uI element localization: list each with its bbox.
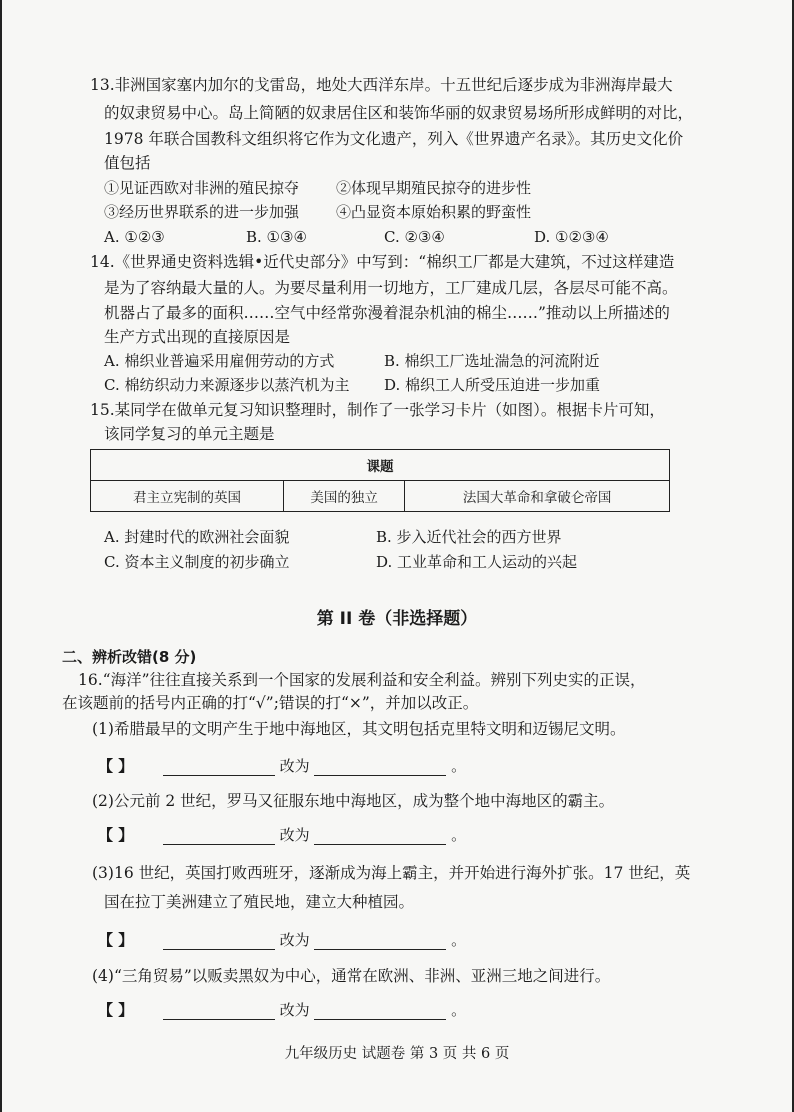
period: 。 (451, 757, 467, 775)
study-card-cell-3: 法国大革命和拿破仑帝国 (405, 481, 670, 512)
change-label: 改为 (279, 826, 310, 844)
q15-line-2: 该同学复习的单元主题是 (104, 425, 275, 443)
q16-answer-row-1 (98, 755, 466, 779)
q15-option-d: D. 工业革命和工人运动的兴起 (376, 553, 578, 571)
correction-blank[interactable] (314, 828, 446, 845)
q16-answer-row-2 (98, 824, 466, 848)
q15-line-1: 15.某同学在做单元复习知识整理时，制作了一张学习卡片（如图）。根据卡片可知， (90, 401, 665, 419)
q14-line-2: 是为了容纳最大量的人。为要尽量利用一切地方，工厂建成几层，各层尽可能不高。 (104, 279, 678, 297)
q14-option-c: C. 棉纺织动力来源逐步以蒸汽机为主 (104, 376, 350, 394)
study-card (90, 449, 670, 512)
q13-line-2: 的奴隶贸易中心。岛上简陋的奴隶居住区和装饰华丽的奴隶贸易场所形成鲜明的对比， (104, 104, 694, 122)
q16-intro-2: 在该题前的括号内正确的打“√”;错误的打“×”，并加以改正。 (62, 694, 479, 712)
change-label: 改为 (279, 1001, 310, 1019)
q16-statement-4: (4)“三角贸易”以贩卖黑奴为中心，通常在欧洲、非洲、亚洲三地之间进行。 (92, 967, 611, 985)
q13-item-4: ④凸显资本原始积累的野蛮性 (336, 203, 532, 221)
error-blank[interactable] (163, 828, 275, 845)
correction-blank[interactable] (314, 1003, 446, 1020)
judge-bracket[interactable]: 【 】 (98, 1001, 134, 1019)
part-heading: 二、辨析改错(8 分) (62, 648, 197, 666)
study-card-cell-2: 美国的独立 (284, 481, 405, 512)
scan-edge-left (0, 0, 2, 1112)
q13-item-1: ①见证西欧对非洲的殖民掠夺 (104, 179, 300, 197)
period: 。 (451, 826, 467, 844)
q13-option-c: C. ②③④ (384, 228, 445, 246)
correction-blank[interactable] (314, 933, 446, 950)
q14-option-b: B. 棉织工厂选址湍急的河流附近 (384, 352, 600, 370)
change-label: 改为 (279, 931, 310, 949)
q13-item-2: ②体现早期殖民掠夺的进步性 (336, 179, 532, 197)
q16-statement-1: (1)希腊最早的文明产生于地中海地区，其文明包括克里特文明和迈锡尼文明。 (92, 720, 626, 738)
q16-answer-row-4 (98, 999, 466, 1023)
q16-statement-3a: (3)16 世纪，英国打败西班牙，逐渐成为海上霸主，并开始进行海外扩张。17 世纪，英 (92, 864, 691, 882)
q15-option-b: B. 步入近代社会的西方世界 (376, 528, 562, 546)
q14-line-1: 14.《世界通史资料选辑•近代史部分》中写到：“棉织工厂都是大建筑，不过这样建造 (90, 253, 675, 271)
error-blank[interactable] (163, 1003, 275, 1020)
judge-bracket[interactable]: 【 】 (98, 757, 134, 775)
q13-option-a: A. ①②③ (104, 228, 165, 246)
error-blank[interactable] (163, 759, 275, 776)
judge-bracket[interactable]: 【 】 (98, 931, 134, 949)
q16-intro-1: 16.“海洋”往往直接关系到一个国家的发展利益和安全利益。辨别下列史实的正误， (78, 671, 646, 689)
q15-option-a: A. 封建时代的欧洲社会面貌 (104, 528, 290, 546)
section-title: 第 II 卷（非选择题） (316, 609, 478, 629)
period: 。 (451, 1001, 467, 1019)
judge-bracket[interactable]: 【 】 (98, 826, 134, 844)
q16-statement-3b: 国在拉丁美洲建立了殖民地，建立大种植园。 (104, 893, 415, 911)
period: 。 (451, 931, 467, 949)
error-blank[interactable] (163, 933, 275, 950)
study-card-title: 课题 (91, 450, 670, 481)
q13-line-4: 值包括 (104, 154, 151, 172)
q13-option-b: B. ①③④ (246, 228, 307, 246)
q16-answer-row-3 (98, 929, 466, 953)
q14-line-3: 机器占了最多的面积……空气中经常弥漫着混杂机油的棉尘……”推动以上所描述的 (104, 304, 670, 322)
correction-blank[interactable] (314, 759, 446, 776)
q14-option-d: D. 棉织工人所受压迫进一步加重 (384, 376, 601, 394)
change-label: 改为 (279, 757, 310, 775)
q13-line-3: 1978 年联合国教科文组织将它作为文化遗产，列入《世界遗产名录》。其历史文化价 (104, 130, 684, 148)
q15-option-c: C. 资本主义制度的初步确立 (104, 553, 290, 571)
q16-statement-2: (2)公元前 2 世纪，罗马又征服东地中海地区，成为整个地中海地区的霸主。 (92, 792, 615, 810)
study-card-cell-1: 君主立宪制的英国 (91, 481, 284, 512)
q13-option-d: D. ①②③④ (534, 228, 609, 246)
q14-line-4: 生产方式出现的直接原因是 (104, 328, 291, 346)
q13-line-1: 13.非洲国家塞内加尔的戈雷岛，地处大西洋东岸。十五世纪后逐步成为非洲海岸最大 (90, 76, 673, 94)
q13-item-3: ③经历世界联系的进一步加强 (104, 203, 300, 221)
page-footer: 九年级历史 试题卷 第 3 页 共 6 页 (284, 1046, 510, 1062)
q14-option-a: A. 棉织业普遍采用雇佣劳动的方式 (104, 352, 335, 370)
